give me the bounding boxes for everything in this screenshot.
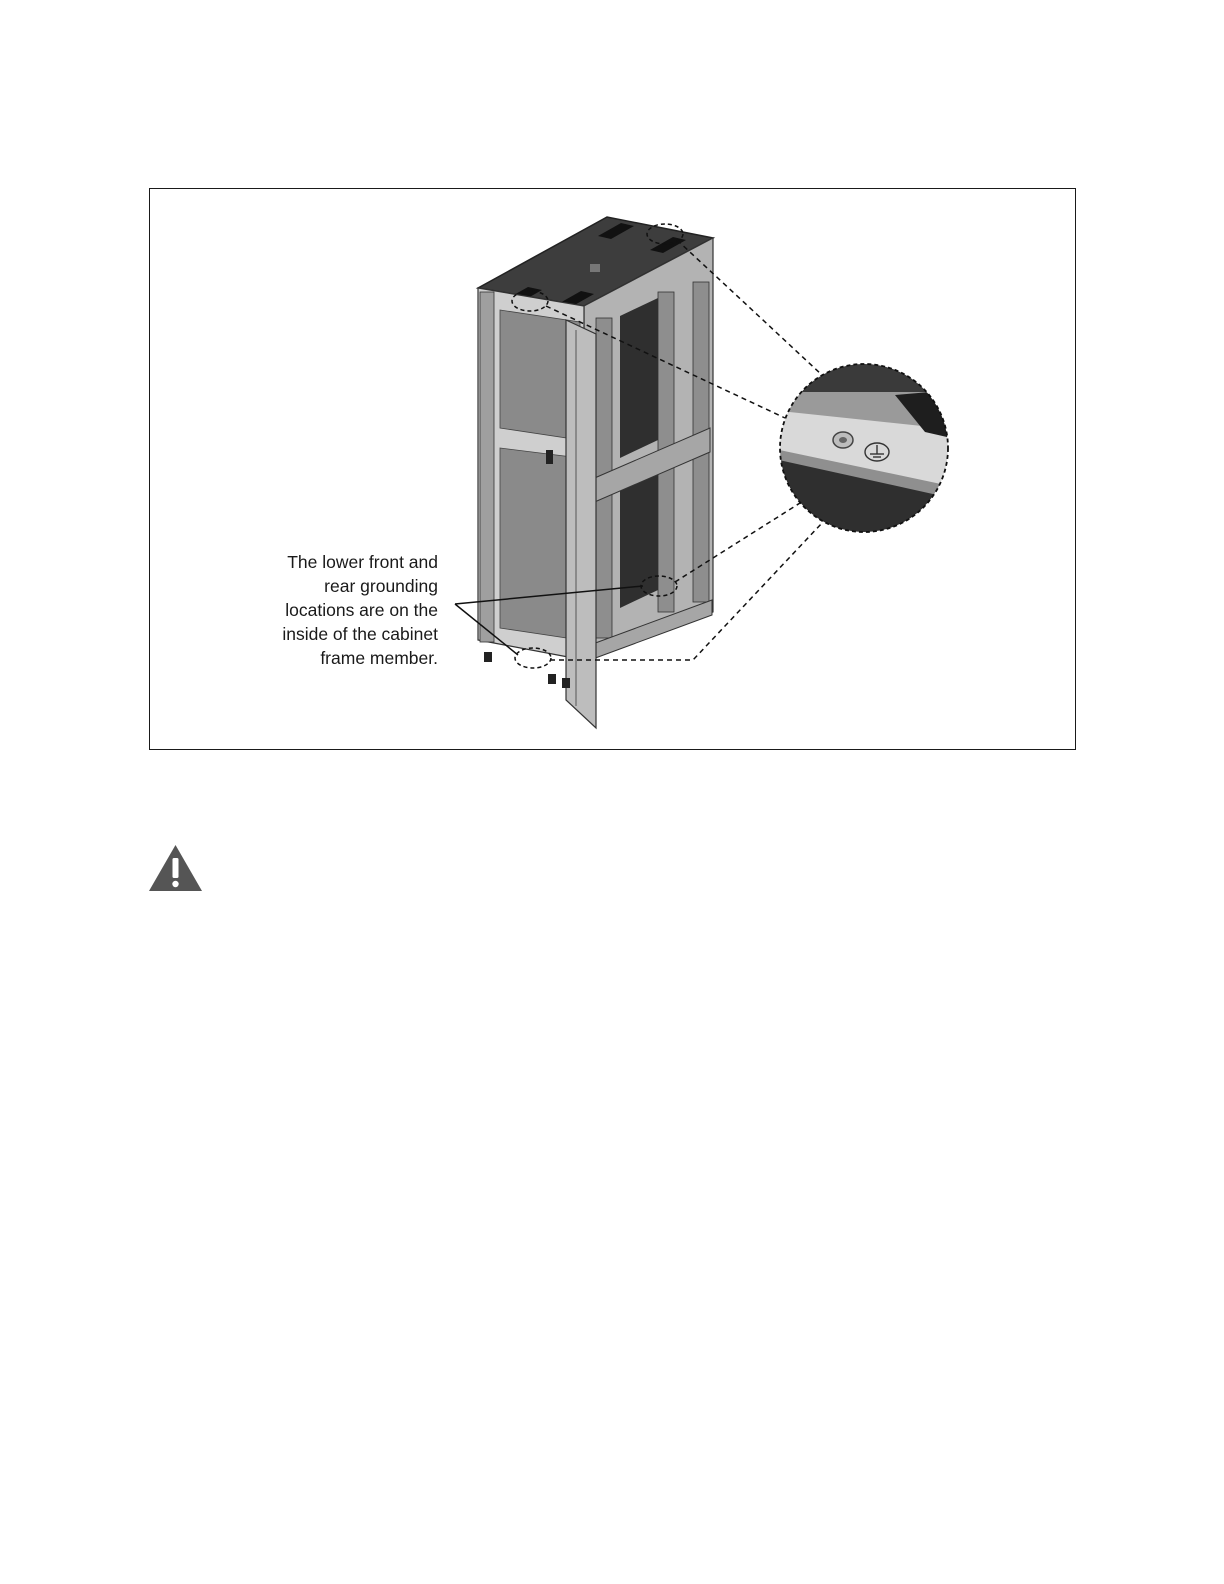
foot — [548, 674, 556, 684]
top-label — [590, 264, 600, 272]
warning-triangle-icon — [149, 845, 202, 891]
open-door — [566, 320, 596, 728]
interior-panel — [620, 298, 658, 458]
grounding-point-marker — [515, 648, 551, 668]
grounding-callout-text: The lower front and rear grounding locations are on the inside of the cabinet frame member. — [282, 552, 438, 668]
side-latch — [546, 450, 553, 464]
left-post — [480, 292, 494, 642]
foot — [562, 678, 570, 688]
foot — [484, 652, 492, 662]
